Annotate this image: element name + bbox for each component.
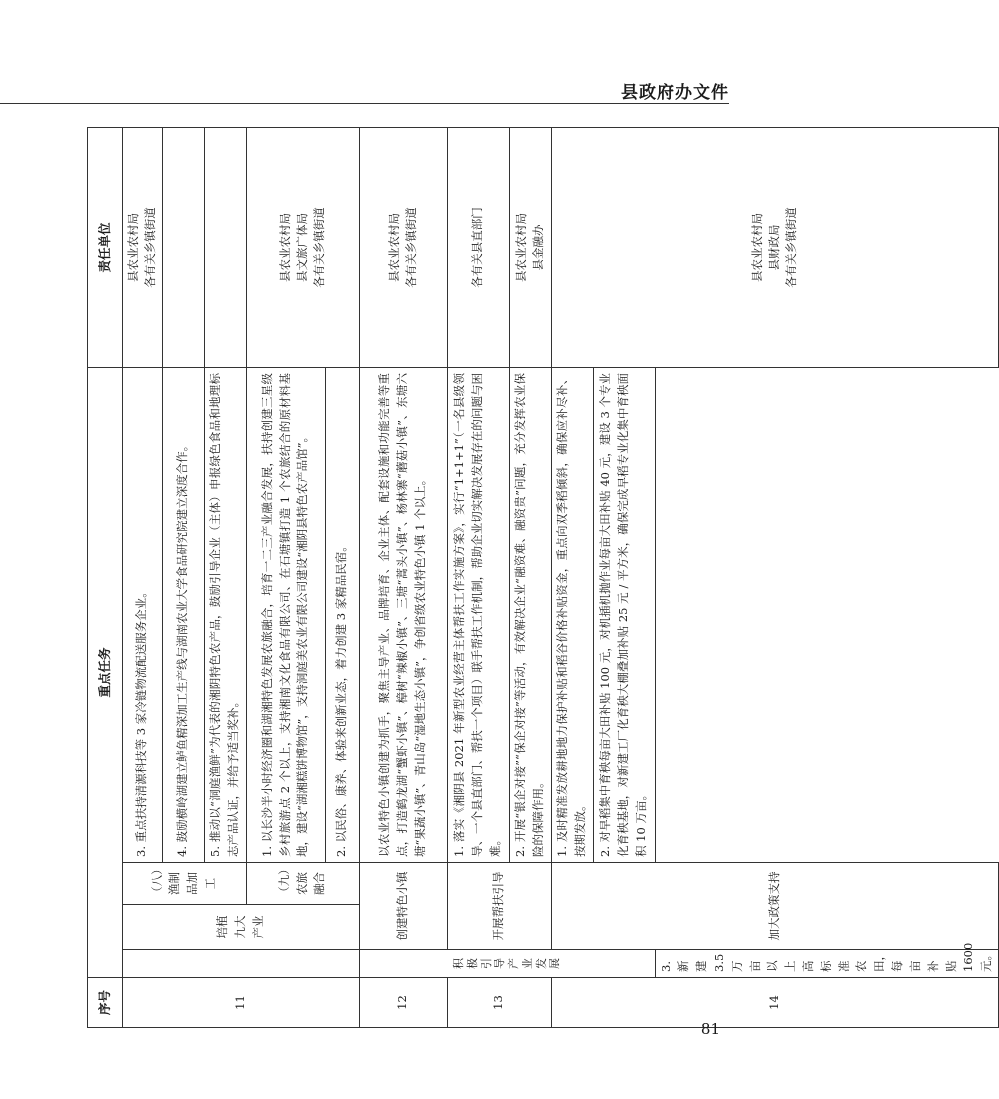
task-cell: 3. 重点扶持清源科技等 3 家冷链物流配送服务企业。: [123, 367, 163, 862]
table-frame: [87, 128, 994, 1028]
unit-line: 各有关乡镇街道: [143, 207, 158, 288]
task-cell: 3. 新建 3.5 万亩以上高标准农田，每亩补贴 1600 元。: [655, 950, 998, 978]
table-row: [246, 127, 325, 1027]
unit-cell: [509, 127, 551, 367]
unit-cell-empty: [204, 127, 246, 367]
table-row: [447, 127, 509, 1027]
unit-line: 县财政局: [767, 224, 782, 271]
header-seq: 序号: [88, 978, 123, 1028]
subtopic-cell: （八）渔制品加工: [123, 863, 247, 905]
unit-line: 县农业农村局: [386, 212, 401, 282]
page-number: 81: [700, 1020, 720, 1038]
table-header-row: [88, 127, 123, 1027]
task-cell: 以农业特色小镇创建为抓手，聚焦主导产业、品牌培育、企业主体、配套设施和功能完善等重点，打造鹤龙湖“蟹虾小镇”、樟树“辣椒小镇”、三塘“蒿头小镇”、杨林寨“蘑菇小镇”、东塘六塘“果蔬小镇”、青山岛“湿地生态小镇”，争创省级农业特色小镇 1 个以上。: [359, 367, 447, 862]
seq-cell: 14: [551, 978, 998, 1028]
task-cell: 4. 鼓励横岭湖建立鲈鱼精深加工生产线与湖南农业大学食品研究院建立深度合作。: [162, 367, 204, 862]
task-cell: 2. 开展“银企对接”“保企对接”等活动，有效解决企业“融资难、融资贵”问题，充分发挥农业保险的保障作用。: [509, 367, 551, 862]
unit-line: 县金融办: [531, 224, 545, 271]
unit-cell: [123, 127, 163, 367]
unit-cell: [359, 127, 447, 367]
header-rule: [0, 103, 729, 104]
unit-line: 县农业农村局: [749, 212, 764, 282]
table-row: [551, 127, 593, 1027]
seq-cell: 13: [447, 978, 551, 1028]
header-unit: 责任单位: [88, 127, 123, 367]
task-cell: 1. 及时精准发放耕地地力保护补贴和稻谷价格补贴资金，重点向双季稻倾斜，确保应补尽补、按期发放。: [551, 367, 593, 862]
unit-cell: [447, 127, 509, 367]
task-cell: 2. 对早稻集中育秧每亩大田补贴 100 元，对机插机抛作业每亩大田补贴 40 元，建设 3 个专业化育秧基地，对新建工厂化育秧大棚叠加补贴 25 元 / 平方米，确保完成早稻专业化集中育秧面积 10 万亩。: [593, 367, 655, 862]
unit-line: 县农业农村局: [513, 212, 528, 282]
unit-line: 县文旅广体局: [294, 212, 309, 282]
topic-cell: 加大政策支持: [551, 863, 998, 950]
header-tasks: 重点任务: [88, 367, 123, 977]
topic-cell: 创建特色小镇: [359, 863, 447, 950]
category-cell-blank: [123, 950, 360, 978]
unit-line: 县农业农村局: [126, 212, 140, 282]
topic-cell: 开展帮扶引导: [447, 863, 551, 950]
unit-cell: [551, 127, 998, 367]
unit-line: 县农业农村局: [277, 212, 292, 282]
unit-line: 各有关县直部门: [470, 207, 485, 288]
task-cell: 2. 以民俗、康养、体验来创新业态，着力创建 3 家精品民宿。: [325, 367, 359, 862]
task-cell: 1. 以长沙半小时经济圈和湖湘特色发展农旅融合，培育一二三产业融合发展，扶持创建三星级乡村旅游点 2 个以上，支持湘南文化食品有限公司、在石塘镇打造 1 个农旅结合的原材料基地，建设“湖湘糕饼博物馆”，支持洞庭美农业有限公司建设“湘阴县特色农产品馆”。: [246, 367, 325, 862]
subtopic-cell: （九）农旅融合: [246, 863, 359, 905]
unit-line: 各有关乡镇街道: [784, 207, 799, 288]
unit-cell-empty: [162, 127, 204, 367]
task-cell: 1. 落实《湘阴县 2021 年新型农业经营主体帮扶工作实施方案》，实行“1+1+1”（一名县级领导、一个县直部门、帮扶一个项目）联手帮扶工作机制，帮助企业切实解决发展存在的问题与困难。: [447, 367, 509, 862]
task-table: [87, 127, 999, 1028]
document-header-title: 县政府办文件: [621, 83, 729, 103]
table-row: [123, 127, 163, 1027]
category-cell: 积极引导产业发展: [359, 950, 655, 978]
seq-cell: 11: [123, 978, 360, 1028]
unit-cell: [246, 127, 359, 367]
seq-cell: 12: [359, 978, 447, 1028]
task-cell: 5. 推动以“洞庭渔鲜”为代表的湘阴特色农产品，鼓励引导企业（主体）申报绿色食品和地理标志产品认证，并给予适当奖补。: [204, 367, 246, 862]
unit-line: 各有关乡镇街道: [312, 207, 327, 288]
table-row: [359, 127, 447, 1027]
topic-cell: 培植九大产业: [123, 905, 360, 950]
unit-line: 各有关乡镇街道: [404, 207, 418, 288]
